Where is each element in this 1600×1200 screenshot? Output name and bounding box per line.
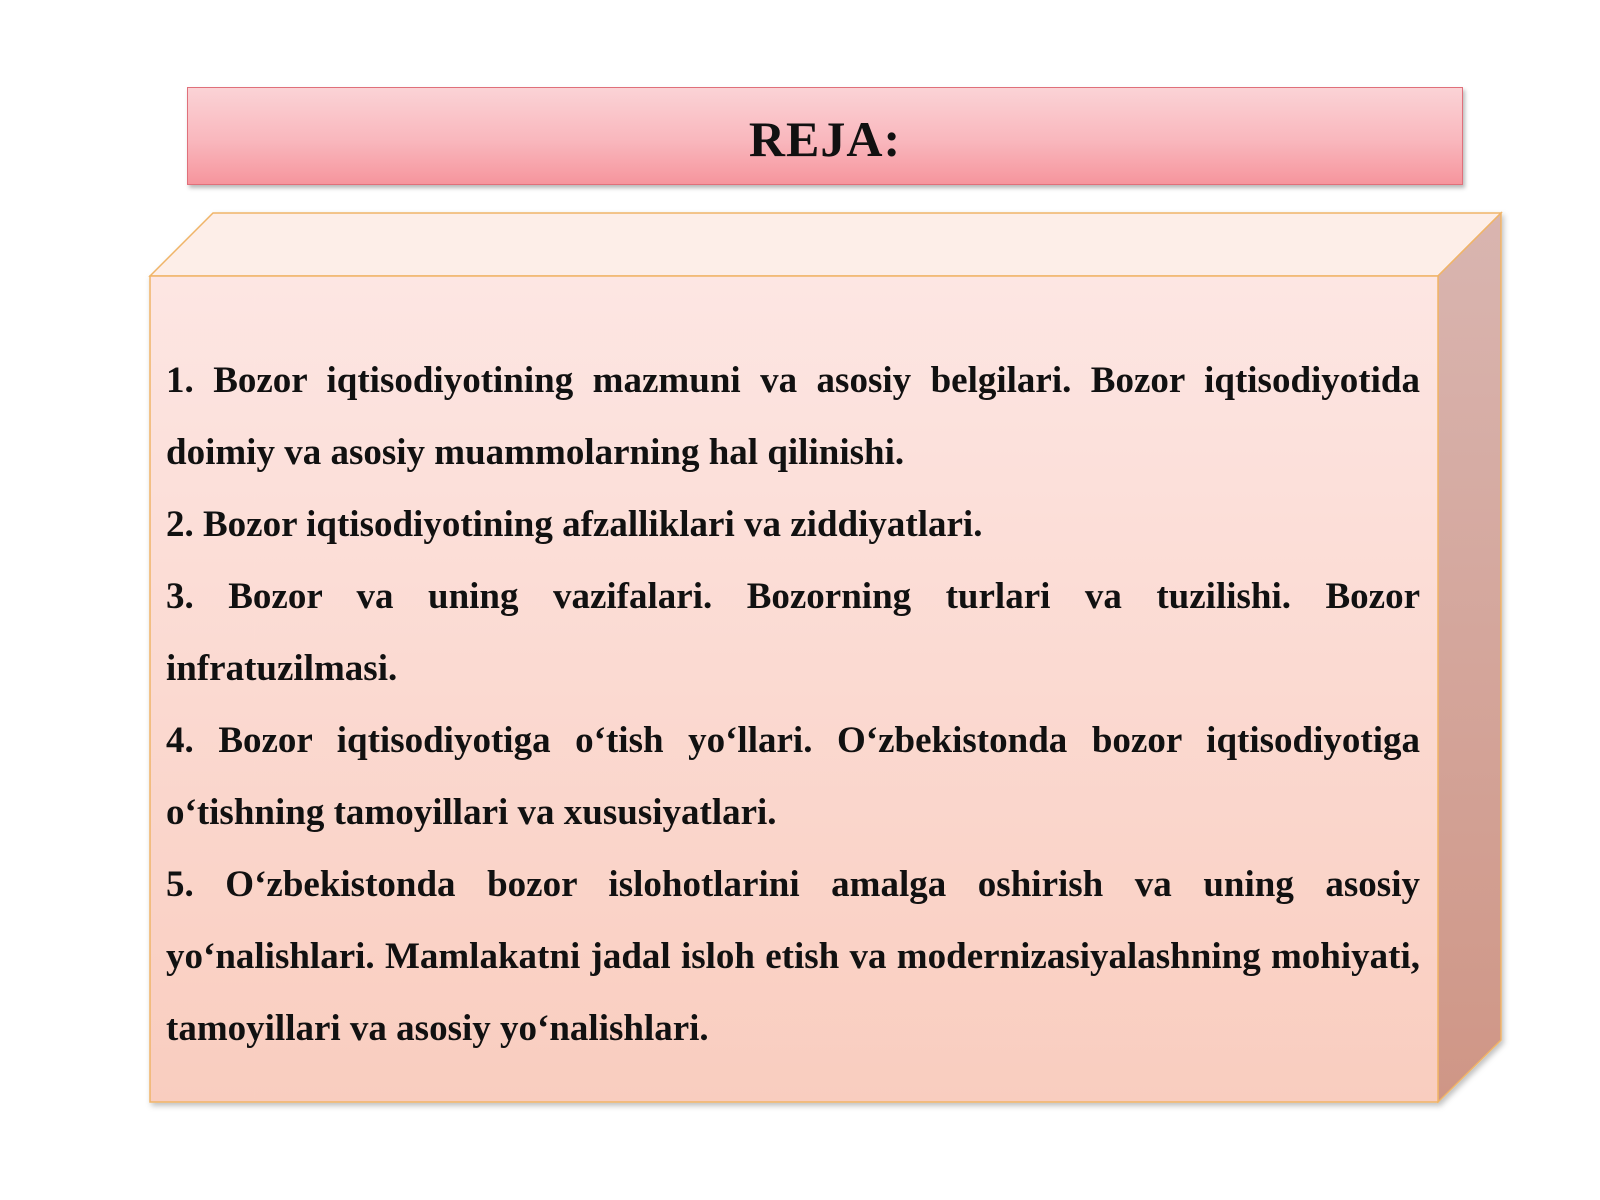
plan-item-1: 1. Bozor iqtisodiyotining mazmuni va asosiy belgilari. Bozor iqtisodiyotida doimiy va asosiy muammolarning hal qilinishi. — [166, 360, 1420, 473]
box-side-face — [1438, 213, 1501, 1102]
plan-item-2: 2. Bozor iqtisodiyotining afzalliklari va ziddiyatlari. — [166, 504, 983, 545]
slide-title: REJA: — [748, 111, 902, 167]
plan-list — [166, 345, 1420, 1065]
plan-item-3: 3. Bozor va uning vazifalari. Bozorning turlari va tuzilishi. Bozor infratuzilmasi. — [166, 576, 1420, 689]
box-top-face — [150, 213, 1501, 276]
plan-item-5: 5. O‘zbekistonda bozor islohotlarini amalga oshirish va uning asosiy yo‘nalishlari. Mamlakatni jadal isloh etish va modernizasiyalashning mohiyati, tamoyillari va asosiy yo‘nalishlari. — [166, 864, 1420, 1049]
plan-item-4: 4. Bozor iqtisodiyotiga o‘tish yo‘llari. O‘zbekistonda bozor iqtisodiyotiga o‘tishning tamoyillari va xususiyatlari. — [166, 720, 1420, 833]
